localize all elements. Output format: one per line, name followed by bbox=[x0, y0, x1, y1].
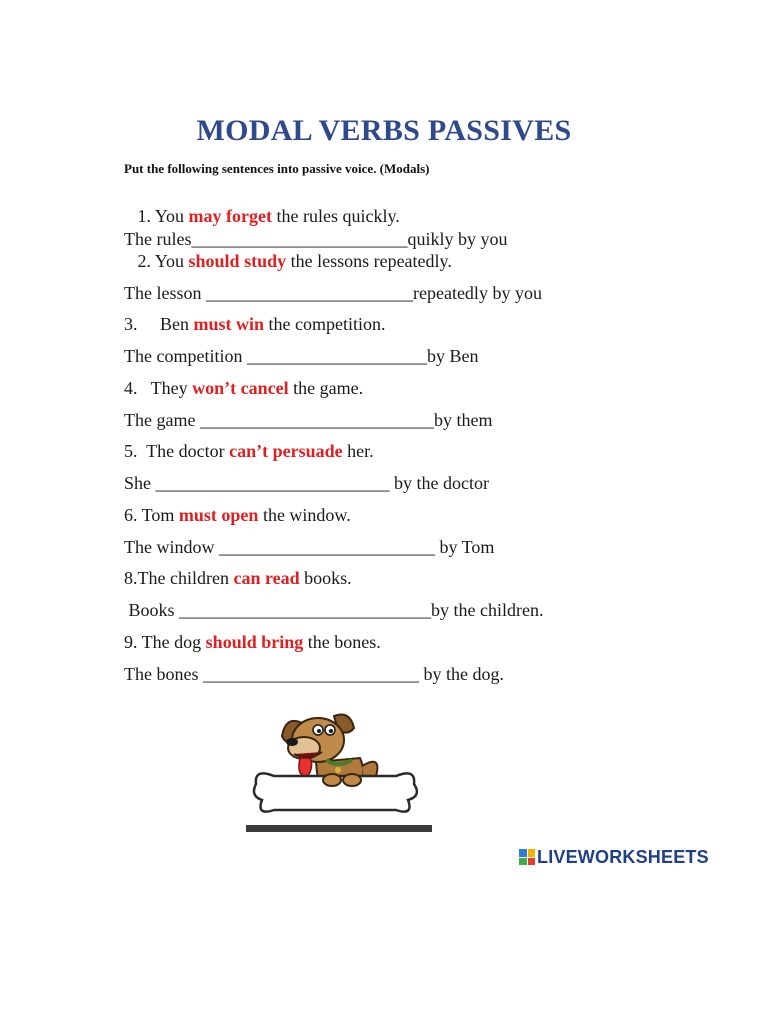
modal-verb: must open bbox=[178, 505, 259, 525]
worksheet-title: MODAL VERBS PASSIVES bbox=[196, 114, 572, 147]
modal-verb: can’t persuade bbox=[229, 441, 343, 461]
image-credit-bar bbox=[246, 825, 432, 832]
modal-verb: should bring bbox=[205, 632, 304, 652]
sentence-9: 9. The dog should bring the bones. bbox=[124, 632, 381, 652]
modal-verb: should study bbox=[188, 251, 287, 271]
liveworksheets-logo bbox=[519, 846, 709, 868]
logo-text: LIVEWORKSHEETS bbox=[537, 846, 709, 867]
logo-mark-icon bbox=[519, 849, 535, 865]
sentence-4: 4. They won’t cancel the game. bbox=[124, 378, 364, 398]
answer-2[interactable]: The lesson _______________________repeatedly by you bbox=[124, 283, 542, 303]
dog-with-bone-image bbox=[246, 706, 432, 832]
answer-5[interactable]: She __________________________ by the doctor bbox=[124, 473, 489, 493]
modal-verb: must win bbox=[193, 314, 265, 334]
sentence-5: 5. The doctor can’t persuade her. bbox=[124, 441, 374, 461]
dog-icon bbox=[246, 706, 432, 826]
answer-9[interactable]: The bones ________________________ by the dog. bbox=[124, 664, 504, 684]
answer-6[interactable]: The window ________________________ by Tom bbox=[124, 537, 495, 557]
instructions: Put the following sentences into passive voice. (Modals) bbox=[124, 161, 430, 176]
modal-verb: can read bbox=[233, 568, 300, 588]
sentence-6: 6. Tom must open the window. bbox=[124, 505, 351, 525]
sentence-8: 8.The children can read books. bbox=[124, 568, 352, 588]
answer-4[interactable]: The game __________________________by them bbox=[124, 410, 493, 430]
sentence-1: 1. You may forget the rules quickly. bbox=[124, 206, 400, 226]
sentence-2: 2. You should study the lessons repeatedly. bbox=[124, 251, 452, 271]
answer-1[interactable]: The rules________________________quikly by you bbox=[124, 229, 508, 249]
modal-verb: may forget bbox=[188, 206, 272, 226]
answer-3[interactable]: The competition ____________________by Ben bbox=[124, 346, 479, 366]
sentence-3: 3. Ben must win the competition. bbox=[124, 314, 386, 334]
modal-verb: won’t cancel bbox=[192, 378, 289, 398]
answer-8[interactable]: Books ____________________________by the children. bbox=[124, 600, 544, 620]
